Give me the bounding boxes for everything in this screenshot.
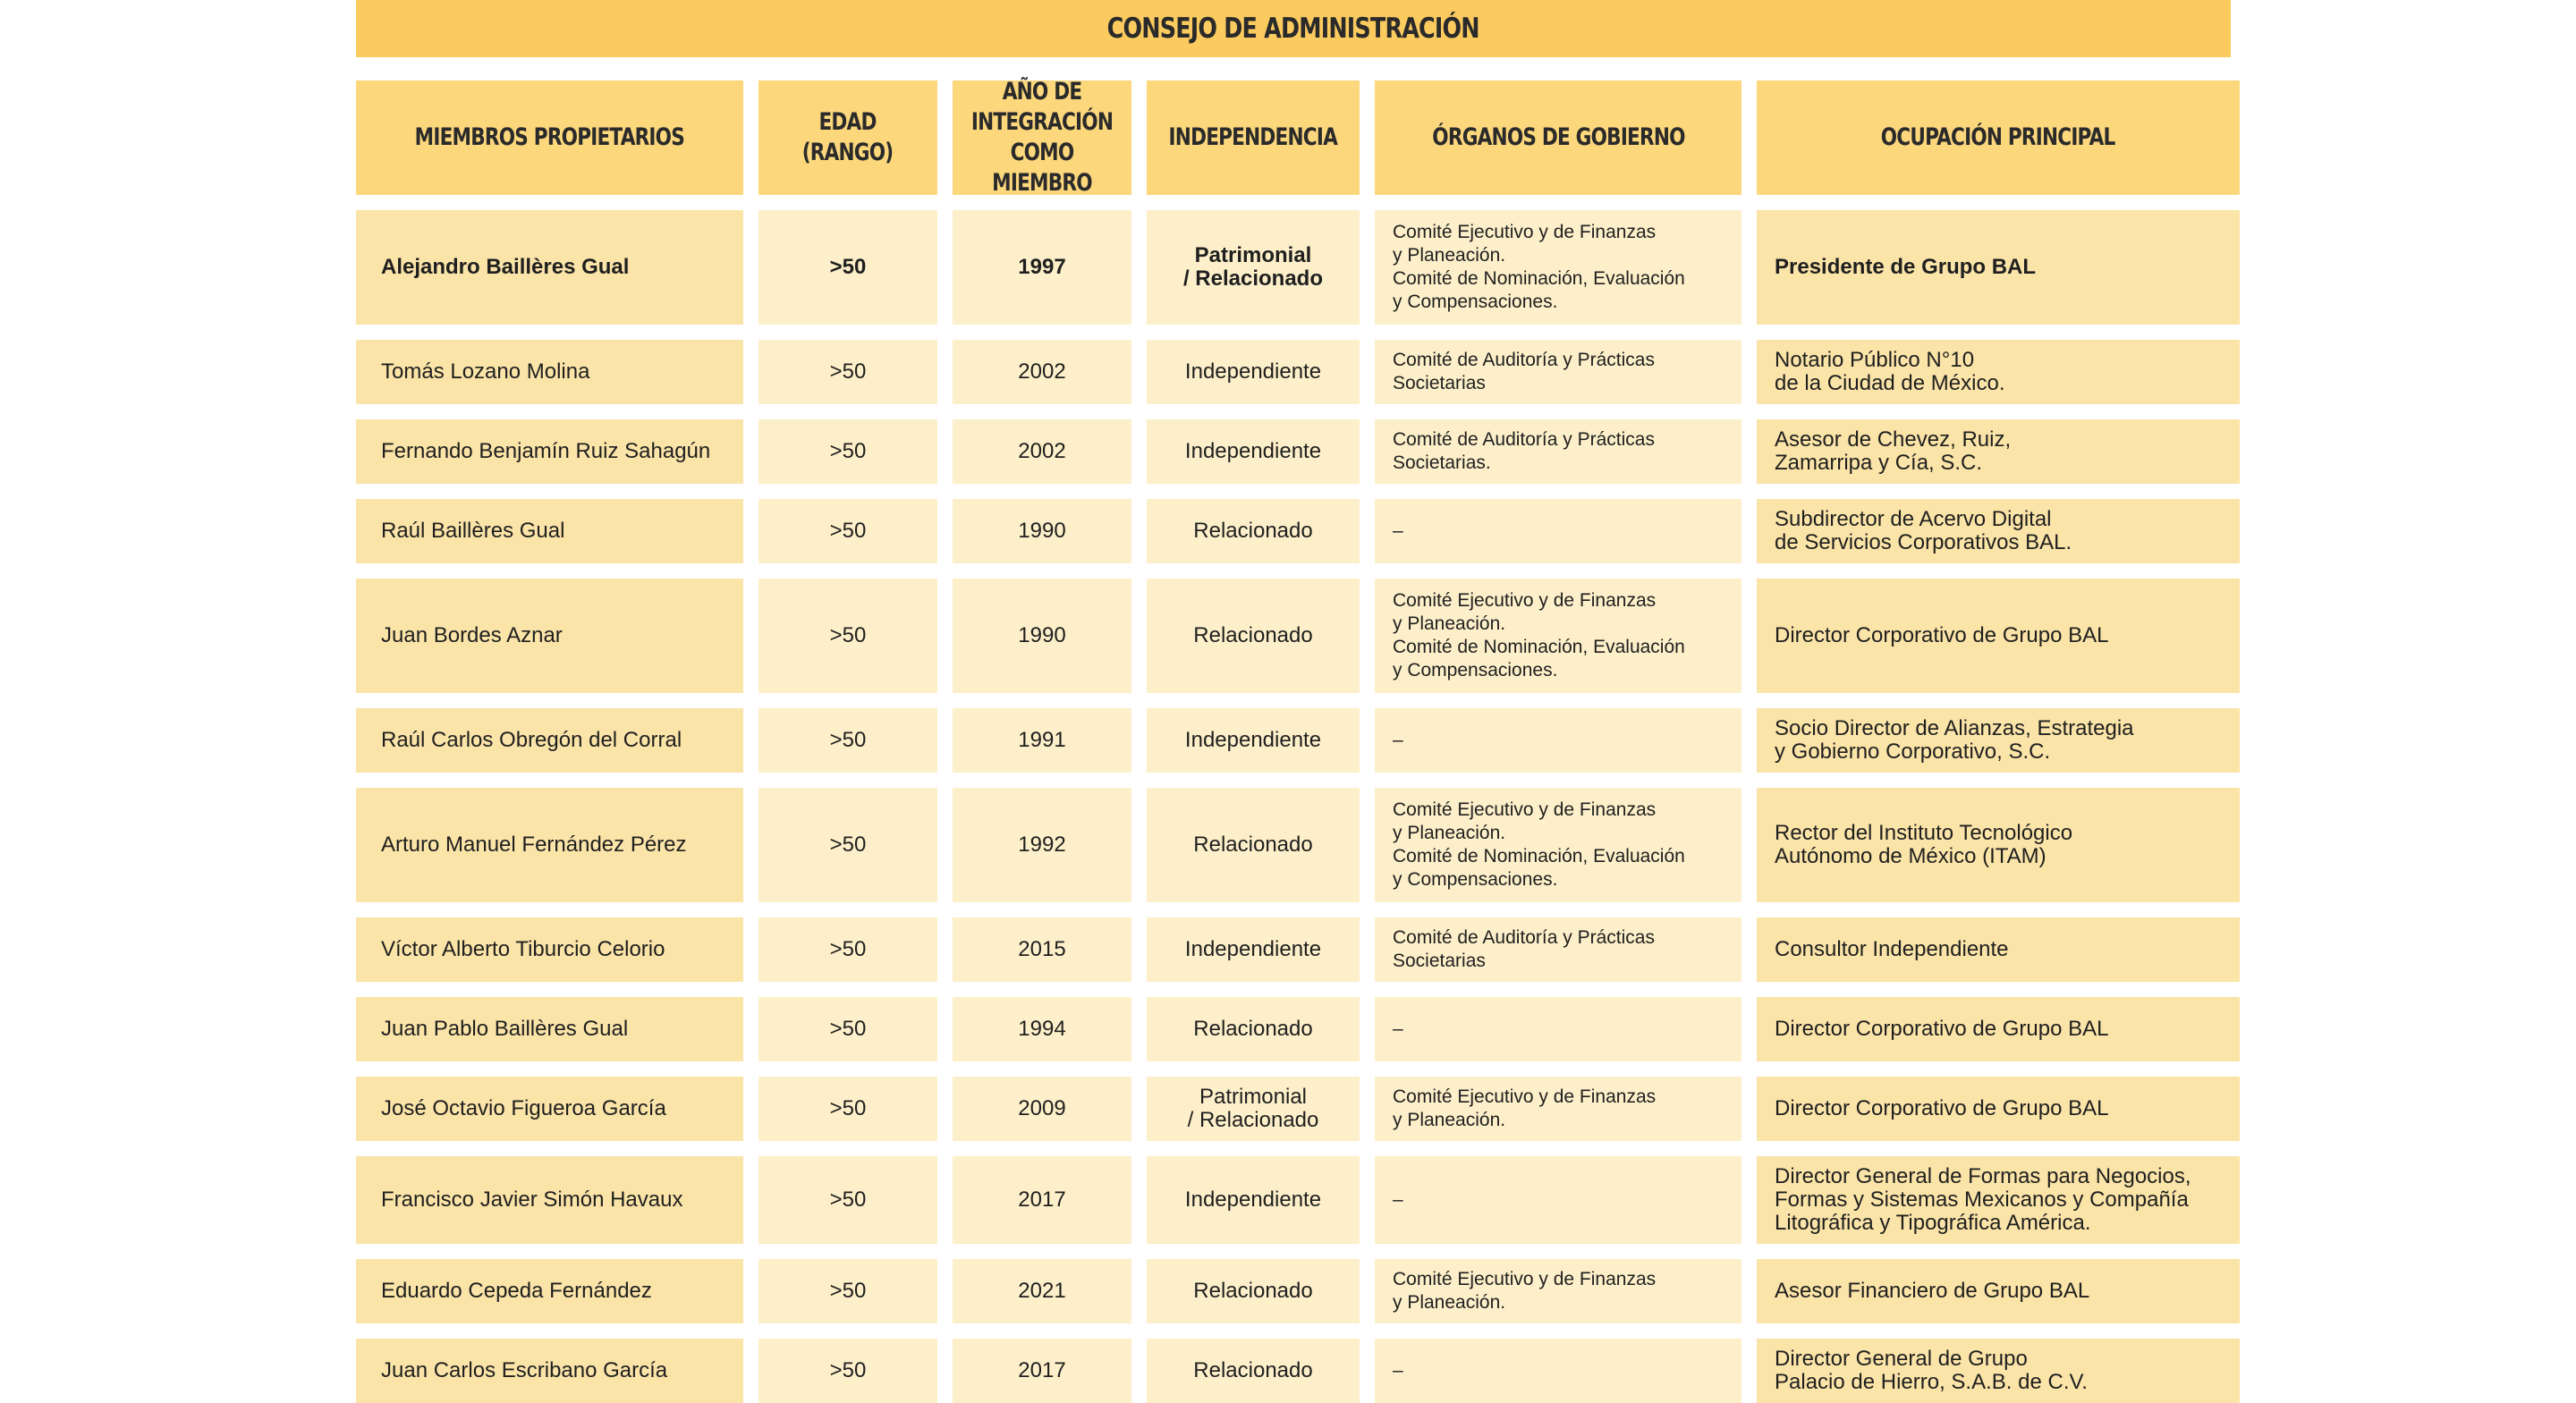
header-governance: ÓRGANOS DE GOBIERNO <box>1375 80 1741 195</box>
age-range: >50 <box>758 708 937 773</box>
member-name: Fernando Benjamín Ruiz Sahagún <box>356 419 743 484</box>
main-occupation: Director Corporativo de Grupo BAL <box>1757 997 2240 1061</box>
age-range: >50 <box>758 1156 937 1244</box>
integration-year: 2015 <box>953 917 1131 982</box>
independence-type: Independiente <box>1147 1156 1360 1244</box>
main-occupation: Socio Director de Alianzas, Estrategia y Gobierno Corporativo, S.C. <box>1757 708 2240 773</box>
independence-type: Relacionado <box>1147 1339 1360 1403</box>
member-name: Raúl Carlos Obregón del Corral <box>356 708 743 773</box>
independence-type: Patrimonial / Relacionado <box>1147 210 1360 325</box>
member-name: Alejandro Baillères Gual <box>356 210 743 325</box>
independence-type: Relacionado <box>1147 997 1360 1061</box>
member-name: Francisco Javier Simón Havaux <box>356 1156 743 1244</box>
member-name: Raúl Baillères Gual <box>356 499 743 563</box>
governance-bodies: – <box>1375 1156 1741 1244</box>
header-members: MIEMBROS PROPIETARIOS <box>356 80 743 195</box>
integration-year: 1997 <box>953 210 1131 325</box>
governance-bodies: – <box>1375 997 1741 1061</box>
integration-year: 1990 <box>953 499 1131 563</box>
governance-bodies: Comité de Auditoría y Prácticas Societarias. <box>1375 419 1741 484</box>
independence-type: Relacionado <box>1147 788 1360 902</box>
governance-bodies: Comité de Auditoría y Prácticas Societarias <box>1375 917 1741 982</box>
main-occupation: Director Corporativo de Grupo BAL <box>1757 579 2240 693</box>
independence-type: Patrimonial / Relacionado <box>1147 1077 1360 1141</box>
integration-year: 2009 <box>953 1077 1131 1141</box>
age-range: >50 <box>758 997 937 1061</box>
integration-year: 1990 <box>953 579 1131 693</box>
age-range: >50 <box>758 419 937 484</box>
table-title-banner <box>356 0 2231 57</box>
independence-type: Relacionado <box>1147 579 1360 693</box>
main-occupation: Subdirector de Acervo Digital de Servicios Corporativos BAL. <box>1757 499 2240 563</box>
independence-type: Relacionado <box>1147 499 1360 563</box>
main-occupation: Rector del Instituto Tecnológico Autónomo de México (ITAM) <box>1757 788 2240 902</box>
age-range: >50 <box>758 210 937 325</box>
main-occupation: Asesor de Chevez, Ruiz, Zamarripa y Cía, S.C. <box>1757 419 2240 484</box>
age-range: >50 <box>758 1339 937 1403</box>
age-range: >50 <box>758 340 937 404</box>
main-occupation: Consultor Independiente <box>1757 917 2240 982</box>
age-range: >50 <box>758 579 937 693</box>
member-name: Juan Bordes Aznar <box>356 579 743 693</box>
age-range: >50 <box>758 1077 937 1141</box>
independence-type: Independiente <box>1147 419 1360 484</box>
member-name: Eduardo Cepeda Fernández <box>356 1259 743 1323</box>
governance-bodies: – <box>1375 499 1741 563</box>
member-name: Juan Carlos Escribano García <box>356 1339 743 1403</box>
independence-type: Independiente <box>1147 708 1360 773</box>
independence-type: Independiente <box>1147 340 1360 404</box>
integration-year: 1994 <box>953 997 1131 1061</box>
header-year: AÑO DE INTEGRACIÓN COMO MIEMBRO <box>953 80 1131 195</box>
age-range: >50 <box>758 917 937 982</box>
header-age: EDAD (RANGO) <box>758 80 937 195</box>
governance-bodies: Comité Ejecutivo y de Finanzas y Planeación. <box>1375 1259 1741 1323</box>
member-name: José Octavio Figueroa García <box>356 1077 743 1141</box>
independence-type: Independiente <box>1147 917 1360 982</box>
integration-year: 2021 <box>953 1259 1131 1323</box>
integration-year: 2017 <box>953 1339 1131 1403</box>
main-occupation: Asesor Financiero de Grupo BAL <box>1757 1259 2240 1323</box>
main-occupation: Presidente de Grupo BAL <box>1757 210 2240 325</box>
table-title: CONSEJO DE ADMINISTRACIÓN <box>1106 13 1480 45</box>
member-name: Víctor Alberto Tiburcio Celorio <box>356 917 743 982</box>
governance-bodies: Comité Ejecutivo y de Finanzas y Planeación. Comité de Nominación, Evaluación y Compensaciones. <box>1375 579 1741 693</box>
governance-bodies: – <box>1375 708 1741 773</box>
member-name: Juan Pablo Baillères Gual <box>356 997 743 1061</box>
independence-type: Relacionado <box>1147 1259 1360 1323</box>
governance-bodies: Comité de Auditoría y Prácticas Societarias <box>1375 340 1741 404</box>
header-independence: INDEPENDENCIA <box>1147 80 1360 195</box>
main-occupation: Director General de Formas para Negocios, Formas y Sistemas Mexicanos y Compañía Litográfica y Tipográfica América. <box>1757 1156 2240 1244</box>
age-range: >50 <box>758 499 937 563</box>
age-range: >50 <box>758 1259 937 1323</box>
integration-year: 2002 <box>953 340 1131 404</box>
governance-bodies: Comité Ejecutivo y de Finanzas y Planeación. <box>1375 1077 1741 1141</box>
main-occupation: Notario Público N°10 de la Ciudad de México. <box>1757 340 2240 404</box>
governance-bodies: Comité Ejecutivo y de Finanzas y Planeación. Comité de Nominación, Evaluación y Compensaciones. <box>1375 788 1741 902</box>
member-name: Arturo Manuel Fernández Pérez <box>356 788 743 902</box>
governance-bodies: – <box>1375 1339 1741 1403</box>
header-occupation: OCUPACIÓN PRINCIPAL <box>1757 80 2240 195</box>
integration-year: 2017 <box>953 1156 1131 1244</box>
board-table <box>356 80 2240 1403</box>
member-name: Tomás Lozano Molina <box>356 340 743 404</box>
main-occupation: Director General de Grupo Palacio de Hierro, S.A.B. de C.V. <box>1757 1339 2240 1403</box>
integration-year: 1992 <box>953 788 1131 902</box>
integration-year: 2002 <box>953 419 1131 484</box>
age-range: >50 <box>758 788 937 902</box>
governance-bodies: Comité Ejecutivo y de Finanzas y Planeación. Comité de Nominación, Evaluación y Compensaciones. <box>1375 210 1741 325</box>
integration-year: 1991 <box>953 708 1131 773</box>
main-occupation: Director Corporativo de Grupo BAL <box>1757 1077 2240 1141</box>
